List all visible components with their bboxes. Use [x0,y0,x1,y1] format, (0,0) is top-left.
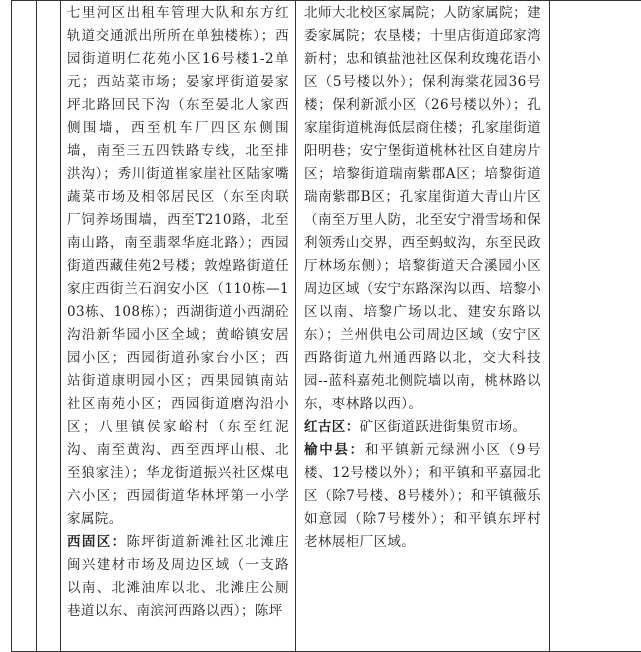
qilihe-areas: 七里河区出租车管理大队和东方红轨道交通派出所所在单独楼栋）；西园街道明仁花苑小区16号楼1-2单元；西站菜市场；晏家坪街道晏家坪北路回民下沟（东至晏北人家西侧围墙，西至机车厂四区东侧围墙，南至三五四铁路专线，北至排洪沟）；秀川街道崔家崖社区陆家嘴蔬菜市场及相邻居民区（东至肉联厂饲养场围墙，西至T210路，北至南山路，南至翡翠华庭北路）；西园街道西藏佳苑2号楼；敦煌路街道任家庄西街兰石润安小区（110栋—103栋、108栋）；西湖街道小西湖砼沟沿新华园小区全域；黄峪镇安居园小区；西园街道孙家台小区；西站街道康明园小区；西果园镇南站社区南苑小区；西园街道磨沟沿小区；八里镇侯家峪村（东至红泥沟、南至黄沟、西至西坪山根、北至狼家洼）；华龙街道振兴社区煤电六小区；西园街道华林坪第一小学家属院。 [67,5,289,527]
risk-area-table [11,0,641,652]
xigu-areas: 陈坪街道新滩社区北滩庄闽兴建材市场及周边区域（一支路以南、北滩油库以北、北滩庄公厕巷道以东、南滨河西路以西）；陈坪 [67,534,289,619]
anning-areas: 北师大北校区家属院；人防家属院；建委家属院；农垦楼；十里店街道邱家湾新村；忠和镇盐池社区保利玫瑰花语小区（5号楼以外）；保利海棠花园36号楼；保利新派小区（26号楼以外）；孔家崖街道桃海低层商住楼；孔家崖街道阳明巷；安宁堡街道桃林社区自建房片区；培黎街道瑞南紫郡A区；培黎街道瑞南紫郡B区；孔家崖街道大青山片区（南至万里人防，北至安宁滑雪场和保利领秀山交界，西至蚂蚁沟，东至民政厅林场东侧）；培黎街道天合溪园小区周边区域（安宁东路深沟以西、培黎小区以南、培黎广场以北、建安东路以东）；兰州供电公司周边区域（安宁区西路街道九州通西路以北，交大科技园--蓝科嘉苑北侧院墙以南，桃林路以东，枣林路以西）。 [304,5,541,412]
district-label-honggu: 红古区： [304,419,360,435]
district-label-xigu: 西固区： [67,534,126,550]
district-label-yuzhong: 榆中县： [304,442,365,458]
level-cell [37,1,61,652]
notes-cell [550,1,641,652]
area-list-text-right [304,2,541,554]
area-list-text-left [67,2,289,623]
yuzhong-areas: 和平镇新元绿洲小区（9号楼、12号楼以外）；和平镇和平嘉园北区（除7号楼、8号楼外）；和平镇薇乐如意园（除7号楼外）；和平镇东坪村老林展柜厂区域。 [304,442,541,550]
honggu-areas: 矿区街道跃进街集贸市场。 [360,419,527,435]
area-list-cell-left [61,1,296,652]
index-cell [12,1,37,652]
area-list-cell-right [296,1,550,652]
table-row [12,1,641,652]
